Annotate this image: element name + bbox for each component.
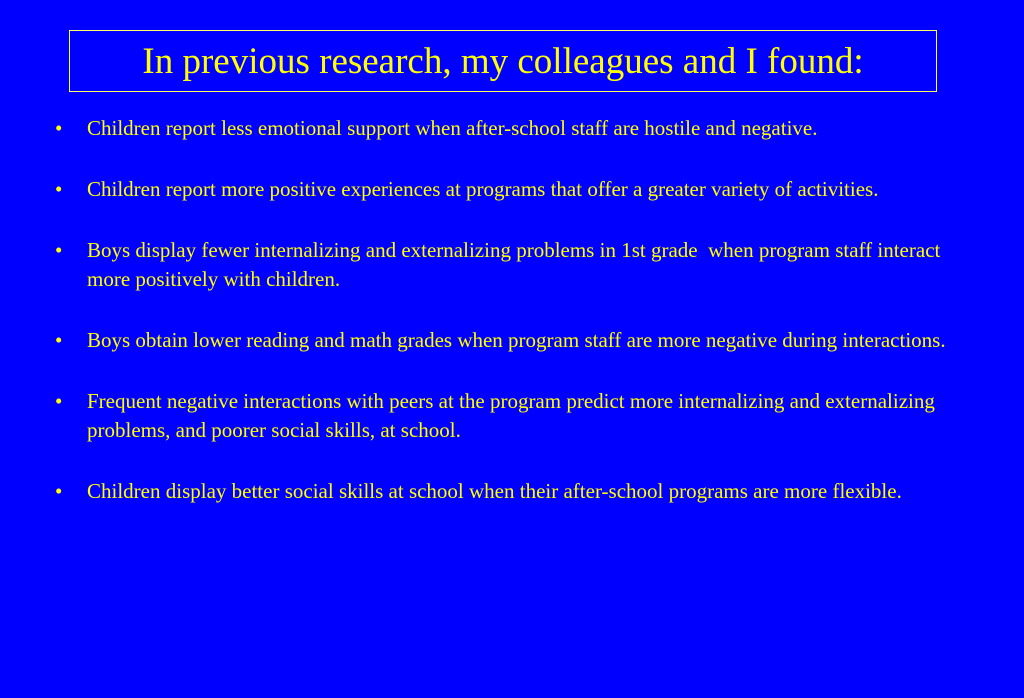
bullet-icon: •	[55, 177, 63, 201]
bullet-icon: •	[55, 389, 63, 413]
slide-title: In previous research, my colleagues and I found:	[142, 40, 864, 82]
bullet-item	[55, 326, 960, 355]
bullet-icon: •	[55, 328, 63, 352]
bullet-text: Children display better social skills at school when their after-school programs are more flexible.	[87, 479, 902, 503]
bullet-text: Frequent negative interactions with peers at the program predict more internalizing and externalizing problems, and poorer social skills, at school.	[87, 389, 935, 442]
title-box	[69, 30, 937, 92]
bullet-list	[55, 114, 960, 538]
bullet-item	[55, 114, 960, 143]
bullet-text: Children report less emotional support when after-school staff are hostile and negative.	[87, 116, 818, 140]
bullet-icon: •	[55, 238, 63, 262]
bullet-item	[55, 387, 960, 445]
bullet-icon: •	[55, 116, 63, 140]
bullet-item	[55, 175, 960, 204]
bullet-item	[55, 477, 960, 506]
bullet-text: Boys display fewer internalizing and externalizing problems in 1st grade when program staff interact more positively with children.	[87, 238, 946, 291]
bullet-text: Boys obtain lower reading and math grades when program staff are more negative during interactions.	[87, 328, 946, 352]
bullet-item	[55, 236, 960, 294]
bullet-icon: •	[55, 479, 63, 503]
bullet-text: Children report more positive experiences at programs that offer a greater variety of activities.	[87, 177, 879, 201]
